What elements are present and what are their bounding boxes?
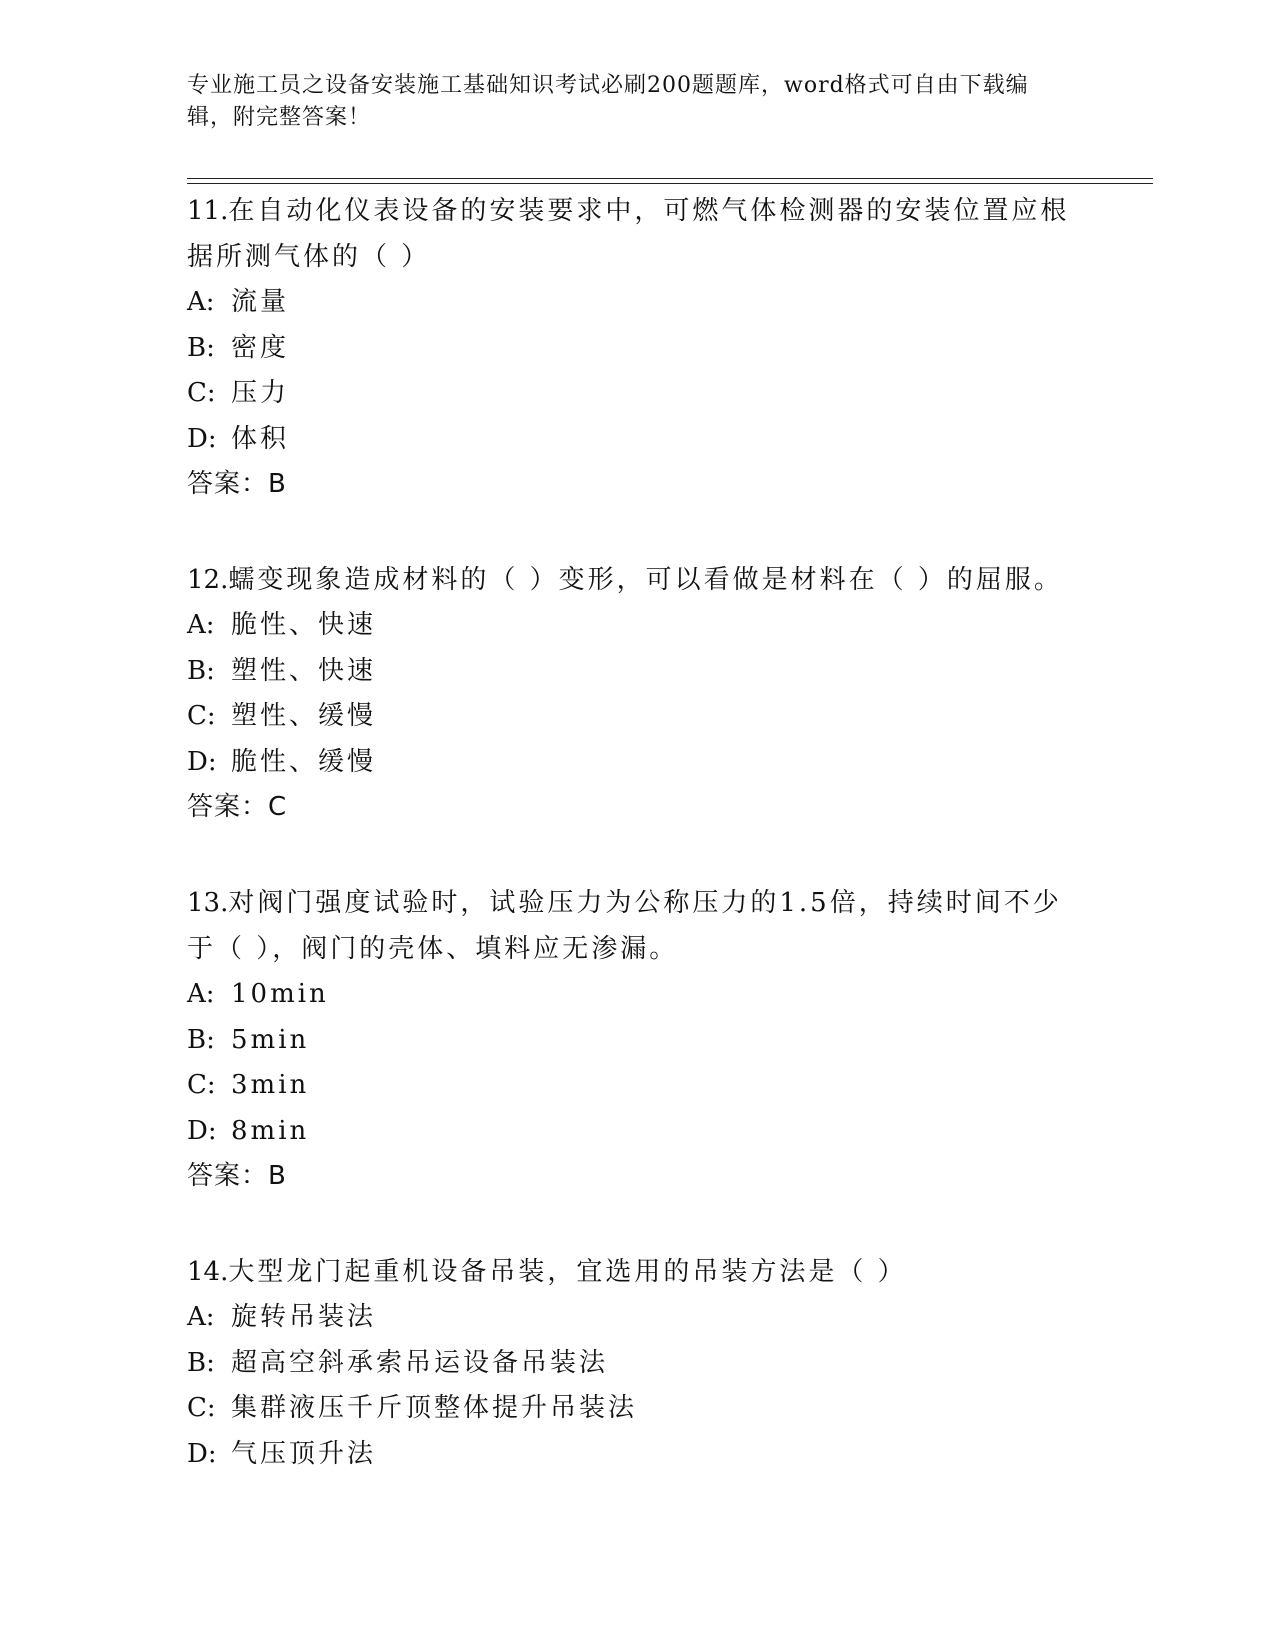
option-d [187,1432,1153,1478]
option-d [187,417,1153,463]
option-key: D: [187,1438,217,1469]
option-c [187,371,1153,417]
option-text: 密度 [231,332,290,363]
option-key: B: [187,655,215,686]
question-stem [187,188,1087,280]
option-text: 5min [231,1024,310,1055]
question-text: 蠕变现象造成材料的（ ）变形，可以看做是材料在（ ）的屈服。 [228,565,1063,595]
question-spacer [187,506,1153,557]
question-stem [187,880,1087,972]
option-key: C: [187,1393,216,1423]
header-divider-top [187,178,1153,179]
question-text: 对阀门强度试验时，试验压力为公称压力的1.5倍，持续时间不少于（ ），阀门的壳体、填料应无渗漏。 [187,888,1062,964]
option-text: 体积 [231,423,290,454]
question-12 [187,557,1153,829]
option-text: 集群液压千斤顶整体提升吊装法 [231,1393,638,1423]
option-text: 压力 [231,378,290,408]
option-key: A: [187,287,215,317]
answer-line: 答案：B [187,469,287,499]
option-key: B: [187,1024,215,1055]
question-14 [187,1249,1153,1477]
question-number: 14. [187,1257,229,1287]
option-key: D: [187,423,217,454]
answer-line: 答案：C [187,792,288,822]
option-text: 气压顶升法 [231,1438,377,1469]
option-key: D: [187,746,217,777]
question-11 [187,188,1153,506]
option-text: 塑性、快速 [231,655,377,686]
option-c [187,1386,1153,1432]
option-a [187,972,1153,1018]
question-number: 11. [187,196,229,226]
answer-line: 答案：B [187,1161,287,1191]
document-page [187,0,1153,1650]
question-13 [187,880,1153,1198]
option-b [187,1341,1153,1387]
option-text: 8min [231,1115,310,1146]
option-d [187,740,1153,786]
question-stem [187,1249,1087,1295]
option-key: D: [187,1115,217,1146]
option-key: C: [187,701,216,731]
question-number: 13. [187,888,229,918]
option-b [187,326,1153,372]
option-a [187,603,1153,649]
option-key: A: [187,610,215,640]
option-key: A: [187,1302,215,1332]
question-text: 在自动化仪表设备的安装要求中，可燃气体检测器的安装位置应根据所测气体的（ ） [187,196,1070,272]
option-key: C: [187,1070,216,1100]
option-text: 流量 [231,287,290,317]
option-c [187,694,1153,740]
option-b [187,649,1153,695]
document-header: 专业施工员之设备安装施工基础知识考试必刷200题题库，word格式可自由下载编辑，附完整答案！ [187,73,1029,130]
option-text: 脆性、快速 [231,610,377,640]
option-key: A: [187,979,215,1009]
header-divider-bottom [187,183,1153,184]
option-text: 脆性、缓慢 [231,746,377,777]
option-text: 10min [231,979,329,1009]
option-a [187,1295,1153,1341]
option-c [187,1063,1153,1109]
question-text: 大型龙门起重机设备吊装，宜选用的吊装方法是（ ） [228,1257,907,1287]
question-list [187,188,1153,1477]
option-key: B: [187,332,215,363]
option-text: 超高空斜承索吊运设备吊装法 [231,1347,609,1378]
question-spacer [187,1198,1153,1249]
option-key: C: [187,378,216,408]
option-d [187,1109,1153,1155]
option-key: B: [187,1347,215,1378]
question-stem [187,557,1087,603]
option-text: 旋转吊装法 [231,1302,377,1332]
option-text: 3min [231,1070,310,1100]
option-a [187,280,1153,326]
question-spacer [187,829,1153,880]
question-number: 12. [187,565,229,595]
option-b [187,1018,1153,1064]
option-text: 塑性、缓慢 [231,701,377,731]
